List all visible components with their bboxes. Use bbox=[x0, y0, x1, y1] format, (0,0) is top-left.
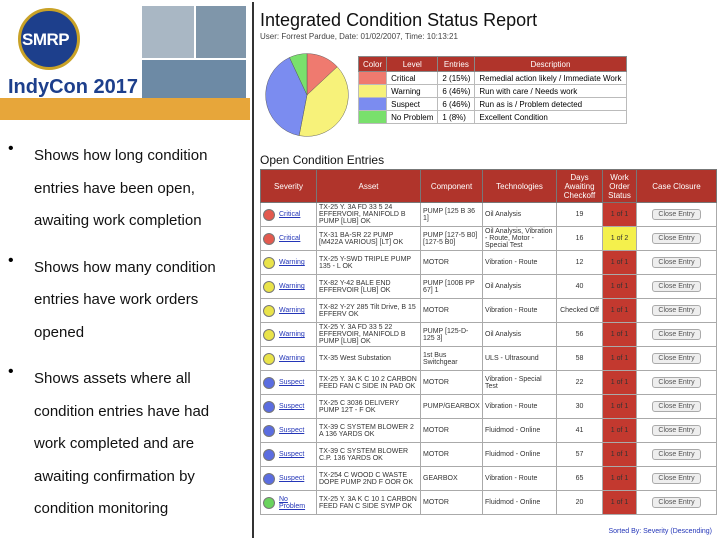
table-row bbox=[261, 275, 717, 299]
close-entry-button[interactable]: Close Entry bbox=[652, 401, 700, 412]
close-entry-button[interactable]: Close Entry bbox=[652, 377, 700, 388]
status-header-level: Level bbox=[387, 57, 438, 72]
asset-cell: TX-39 C SYSTEM BLOWER C.P. 136 YARDS OK bbox=[317, 443, 421, 467]
status-color-swatch bbox=[359, 85, 387, 98]
wo-status-cell: 1 of 1 bbox=[603, 323, 637, 347]
asset-cell: TX-39 C SYSTEM BLOWER 2 A 136 YARDS OK bbox=[317, 419, 421, 443]
component-cell: PUMP/GEARBOX bbox=[421, 395, 483, 419]
close-entry-button[interactable]: Close Entry bbox=[652, 473, 700, 484]
status-color-swatch bbox=[359, 111, 387, 124]
bullet-text: entries have been open, bbox=[34, 179, 195, 197]
technologies-cell: Oil Analysis bbox=[483, 275, 557, 299]
severity-cell bbox=[261, 395, 317, 419]
bullet-text: Shows how long condition bbox=[34, 147, 208, 164]
technologies-cell: Oil Analysis, Vibration - Route, Motor - Special Test bbox=[483, 227, 557, 251]
severity-link[interactable]: Critical bbox=[279, 211, 301, 218]
severity-dot-icon bbox=[263, 497, 275, 509]
asset-cell: TX-82 Y-42 BALE END EFFERVOIR [LUB] OK bbox=[317, 275, 421, 299]
status-header-color: Color bbox=[359, 57, 387, 72]
severity-cell bbox=[261, 371, 317, 395]
severity-cell bbox=[261, 347, 317, 371]
severity-dot-icon bbox=[263, 233, 275, 245]
table-row bbox=[261, 419, 717, 443]
entries-header-severity: Severity bbox=[261, 170, 317, 203]
closure-cell bbox=[637, 467, 717, 491]
event-title: IndyCon 2017 bbox=[8, 76, 139, 98]
wo-status-cell: 1 of 1 bbox=[603, 275, 637, 299]
sort-indicator-link[interactable]: Sorted By: Severity (Descending) bbox=[608, 528, 712, 535]
days-cell: 20 bbox=[557, 491, 603, 515]
bullet-list bbox=[0, 140, 250, 540]
open-entries-title: Open Condition Entries bbox=[260, 153, 385, 167]
severity-link[interactable]: Suspect bbox=[279, 475, 305, 482]
closure-cell bbox=[637, 323, 717, 347]
wo-status-cell: 1 of 1 bbox=[603, 203, 637, 227]
technologies-cell: Fluidmod - Online bbox=[483, 491, 557, 515]
technologies-cell: Vibration - Route bbox=[483, 251, 557, 275]
days-cell: 19 bbox=[557, 203, 603, 227]
severity-cell bbox=[261, 491, 317, 515]
report-title: Integrated Condition Status Report bbox=[260, 10, 538, 30]
closure-cell bbox=[637, 347, 717, 371]
close-entry-button[interactable]: Close Entry bbox=[652, 449, 700, 460]
asset-cell: TX-25 Y. 3A K C 10 1 CARBON FEED FAN C SIDE SYMP OK bbox=[317, 491, 421, 515]
wo-status-cell: 1 of 2 bbox=[603, 227, 637, 251]
wo-status-cell: 1 of 1 bbox=[603, 443, 637, 467]
worker-photo-1 bbox=[142, 6, 194, 58]
technologies-cell: Vibration - Route bbox=[483, 467, 557, 491]
component-cell: MOTOR bbox=[421, 491, 483, 515]
close-entry-button[interactable]: Close Entry bbox=[652, 209, 700, 220]
close-entry-button[interactable]: Close Entry bbox=[652, 281, 700, 292]
severity-link[interactable]: No Problem bbox=[279, 495, 306, 510]
closure-cell bbox=[637, 227, 717, 251]
technologies-cell: Oil Analysis bbox=[483, 203, 557, 227]
status-row bbox=[359, 111, 627, 124]
wo-status-cell: 1 of 1 bbox=[603, 491, 637, 515]
bullet-text: opened bbox=[34, 323, 85, 341]
severity-link[interactable]: Warning bbox=[279, 259, 305, 266]
asset-cell: TX-25 Y. 3A FD 33 5 24 EFFERVOIR, MANIFOLD B PUMP [LUB] OK bbox=[317, 203, 421, 227]
severity-dot-icon bbox=[263, 425, 275, 437]
days-cell: 22 bbox=[557, 371, 603, 395]
status-description: Run as is / Problem detected bbox=[475, 98, 626, 111]
severity-link[interactable]: Critical bbox=[279, 235, 301, 242]
status-row bbox=[359, 72, 627, 85]
days-cell: 30 bbox=[557, 395, 603, 419]
severity-link[interactable]: Warning bbox=[279, 331, 305, 338]
closure-cell bbox=[637, 275, 717, 299]
component-cell: MOTOR bbox=[421, 419, 483, 443]
days-cell: 41 bbox=[557, 419, 603, 443]
severity-dot-icon bbox=[263, 281, 275, 293]
severity-cell bbox=[261, 227, 317, 251]
component-cell: PUMP [125 B 36 1] bbox=[421, 203, 483, 227]
bullet-text: condition entries have had bbox=[34, 402, 210, 420]
smrp-logo bbox=[8, 6, 139, 112]
severity-link[interactable]: Warning bbox=[279, 283, 305, 290]
bullet-text: entries have work orders bbox=[34, 291, 199, 308]
close-entry-button[interactable]: Close Entry bbox=[652, 305, 700, 316]
bullet-dot-icon: • bbox=[8, 363, 14, 380]
wo-status-cell: 1 of 1 bbox=[603, 299, 637, 323]
severity-dot-icon bbox=[263, 401, 275, 413]
closure-cell bbox=[637, 203, 717, 227]
severity-link[interactable]: Suspect bbox=[279, 427, 305, 434]
bullet-text: condition monitoring bbox=[34, 500, 169, 517]
asset-cell: TX-25 C 3036 DELIVERY PUMP 12T - F OK bbox=[317, 395, 421, 419]
severity-dot-icon bbox=[263, 209, 275, 221]
status-description: Remedial action likely / Immediate Work bbox=[475, 72, 626, 85]
bullet-text: awaiting confirmation by bbox=[34, 467, 195, 485]
technologies-cell: Oil Analysis bbox=[483, 323, 557, 347]
status-entries: 6 (46%) bbox=[438, 85, 475, 98]
asset-cell: TX-254 C WOOD C WASTE DOPE PUMP 2ND F OOR OK bbox=[317, 467, 421, 491]
closure-cell bbox=[637, 443, 717, 467]
technologies-cell: Fluidmod - Online bbox=[483, 419, 557, 443]
table-row bbox=[261, 251, 717, 275]
bullet-dot-icon: • bbox=[8, 140, 14, 157]
technologies-cell: Vibration - Route bbox=[483, 299, 557, 323]
table-row bbox=[261, 467, 717, 491]
component-cell: MOTOR bbox=[421, 299, 483, 323]
status-entries: 2 (15%) bbox=[438, 72, 475, 85]
bullet-text: work completed and are bbox=[34, 435, 195, 452]
entries-header-days: Days Awaiting Checkoff bbox=[557, 170, 603, 203]
bullet-text: Shows assets where all bbox=[34, 370, 191, 387]
severity-link[interactable]: Warning bbox=[279, 307, 305, 314]
bullet-text: awaiting work completion bbox=[34, 212, 202, 229]
bullet-text: Shows how many condition bbox=[34, 258, 216, 276]
close-entry-button[interactable]: Close Entry bbox=[652, 425, 700, 436]
severity-cell bbox=[261, 467, 317, 491]
bullet-dot-icon: • bbox=[8, 251, 14, 269]
report-subtitle: User: Forrest Pardue, Date: 01/02/2007, Time: 10:13:21 bbox=[260, 32, 458, 41]
status-level: Suspect bbox=[387, 98, 438, 111]
status-report-panel bbox=[252, 2, 718, 538]
severity-cell bbox=[261, 323, 317, 347]
worker-photo-3 bbox=[142, 60, 246, 100]
closure-cell bbox=[637, 299, 717, 323]
status-color-swatch bbox=[359, 98, 387, 111]
entries-header-technologies: Technologies bbox=[483, 170, 557, 203]
severity-dot-icon bbox=[263, 449, 275, 461]
severity-cell bbox=[261, 299, 317, 323]
closure-cell bbox=[637, 491, 717, 515]
status-legend-table bbox=[358, 56, 627, 124]
severity-dot-icon bbox=[263, 305, 275, 317]
component-cell: GEARBOX bbox=[421, 467, 483, 491]
closure-cell bbox=[637, 395, 717, 419]
table-row bbox=[261, 371, 717, 395]
days-cell: 58 bbox=[557, 347, 603, 371]
close-entry-button[interactable]: Close Entry bbox=[652, 497, 700, 508]
days-cell: 56 bbox=[557, 323, 603, 347]
close-entry-button[interactable]: Close Entry bbox=[652, 329, 700, 340]
asset-cell: TX-25 Y. 3A K C 10 2 CARBON FEED FAN C SIDE IN PAD OK bbox=[317, 371, 421, 395]
technologies-cell: Vibration - Special Test bbox=[483, 371, 557, 395]
severity-dot-icon bbox=[263, 377, 275, 389]
header-accent-bar bbox=[0, 98, 250, 120]
closure-cell bbox=[637, 419, 717, 443]
table-row bbox=[261, 227, 717, 251]
entries-header-closure: Case Closure bbox=[637, 170, 717, 203]
component-cell: MOTOR bbox=[421, 251, 483, 275]
component-cell: 1st Bus Switchgear bbox=[421, 347, 483, 371]
wo-status-cell: 1 of 1 bbox=[603, 251, 637, 275]
worker-photo-2 bbox=[196, 6, 246, 58]
entries-header-component: Component bbox=[421, 170, 483, 203]
closure-cell bbox=[637, 371, 717, 395]
table-row bbox=[261, 323, 717, 347]
table-row bbox=[261, 299, 717, 323]
asset-cell: TX-25 Y-SWD TRIPLE PUMP 135 - L OK bbox=[317, 251, 421, 275]
component-cell: PUMP [127-5 B0] [127-5 B0] bbox=[421, 227, 483, 251]
wo-status-cell: 1 of 1 bbox=[603, 395, 637, 419]
table-row bbox=[261, 443, 717, 467]
status-header-description: Description bbox=[475, 57, 626, 72]
asset-cell: TX-82 Y-2Y 285 Tilt Drive, B 15 EFFERV OK bbox=[317, 299, 421, 323]
severity-dot-icon bbox=[263, 257, 275, 269]
wo-status-cell: 1 of 1 bbox=[603, 371, 637, 395]
closure-cell bbox=[637, 251, 717, 275]
status-level: No Problem bbox=[387, 111, 438, 124]
technologies-cell: Vibration - Route bbox=[483, 395, 557, 419]
component-cell: PUMP [125-D-125 3] bbox=[421, 323, 483, 347]
status-header-entries: Entries bbox=[438, 57, 475, 72]
severity-cell bbox=[261, 419, 317, 443]
severity-cell bbox=[261, 443, 317, 467]
days-cell: 40 bbox=[557, 275, 603, 299]
component-cell: MOTOR bbox=[421, 371, 483, 395]
close-entry-button[interactable]: Close Entry bbox=[652, 353, 700, 364]
close-entry-button[interactable]: Close Entry bbox=[652, 257, 700, 268]
status-pie-chart bbox=[262, 50, 352, 140]
severity-cell bbox=[261, 251, 317, 275]
technologies-cell: Fluidmod - Online bbox=[483, 443, 557, 467]
status-row bbox=[359, 98, 627, 111]
wo-status-cell: 1 of 1 bbox=[603, 467, 637, 491]
asset-cell: TX-31 BA-SR 22 PUMP [M422A VARIOUS] [LT] OK bbox=[317, 227, 421, 251]
severity-link[interactable]: Suspect bbox=[279, 379, 305, 386]
component-cell: MOTOR bbox=[421, 443, 483, 467]
severity-dot-icon bbox=[263, 329, 275, 341]
wo-status-cell: 1 of 1 bbox=[603, 419, 637, 443]
entries-header-wo: Work Order Status bbox=[603, 170, 637, 203]
open-entries-table bbox=[260, 169, 717, 515]
status-level: Warning bbox=[387, 85, 438, 98]
severity-link[interactable]: Warning bbox=[279, 355, 305, 362]
days-cell: 57 bbox=[557, 443, 603, 467]
close-entry-button[interactable]: Close Entry bbox=[652, 233, 700, 244]
days-cell: Checked Off bbox=[557, 299, 603, 323]
table-row bbox=[261, 491, 717, 515]
severity-link[interactable]: Suspect bbox=[279, 403, 305, 410]
severity-dot-icon bbox=[263, 353, 275, 365]
asset-cell: TX-35 West Substation bbox=[317, 347, 421, 371]
wo-status-cell: 1 of 1 bbox=[603, 347, 637, 371]
severity-cell bbox=[261, 203, 317, 227]
table-row bbox=[261, 203, 717, 227]
severity-cell bbox=[261, 275, 317, 299]
status-row bbox=[359, 85, 627, 98]
bullet-item bbox=[0, 252, 250, 350]
days-cell: 65 bbox=[557, 467, 603, 491]
severity-link[interactable]: Suspect bbox=[279, 451, 305, 458]
table-row bbox=[261, 347, 717, 371]
bullet-item bbox=[0, 363, 250, 526]
status-entries: 1 (8%) bbox=[438, 111, 475, 124]
status-entries: 6 (46%) bbox=[438, 98, 475, 111]
smrp-logo-text: SMRP bbox=[22, 30, 70, 49]
table-row bbox=[261, 395, 717, 419]
status-description: Run with care / Needs work bbox=[475, 85, 626, 98]
severity-dot-icon bbox=[263, 473, 275, 485]
status-level: Critical bbox=[387, 72, 438, 85]
bullet-item bbox=[0, 140, 250, 238]
asset-cell: TX-25 Y. 3A FD 33 5 22 EFFERVOIR, MANIFOLD B PUMP [LUB] OK bbox=[317, 323, 421, 347]
status-description: Excellent Condition bbox=[475, 111, 626, 124]
header-area bbox=[0, 0, 250, 120]
component-cell: PUMP [100B PP 67] 1 bbox=[421, 275, 483, 299]
technologies-cell: ULS - Ultrasound bbox=[483, 347, 557, 371]
entries-header-asset: Asset bbox=[317, 170, 421, 203]
status-color-swatch bbox=[359, 72, 387, 85]
days-cell: 16 bbox=[557, 227, 603, 251]
days-cell: 12 bbox=[557, 251, 603, 275]
